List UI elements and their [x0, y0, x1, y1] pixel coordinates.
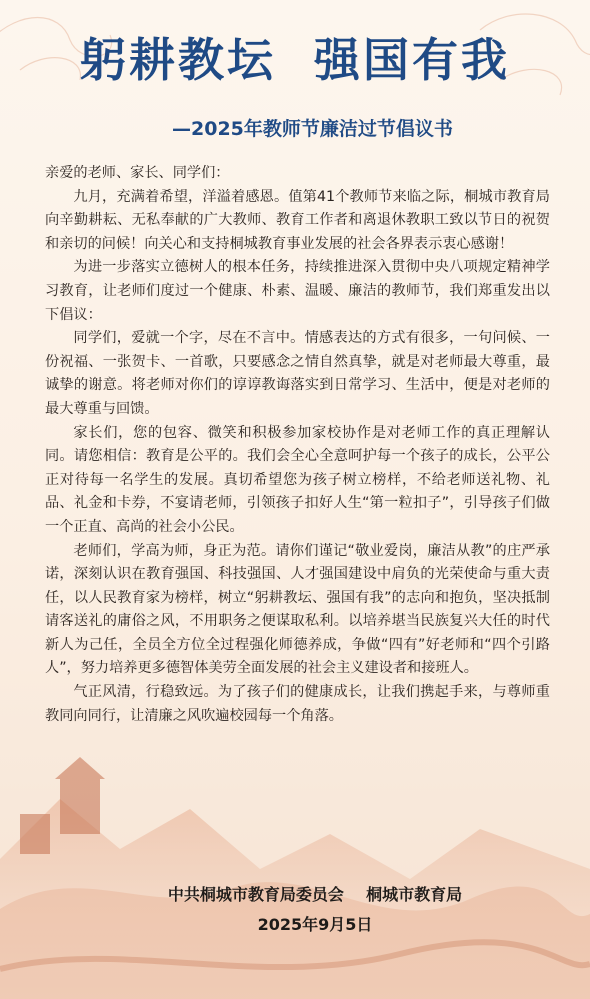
letter-body: [45, 162, 550, 728]
great-wall-illustration: [0, 739, 590, 999]
paragraph: 气正风清，行稳致远。为了孩子们的健康成长，让我们携起手来，与尊师重教同向同行，让清廉之风吹遍校园每一个角落。: [45, 684, 550, 724]
paragraph: 同学们，爱就一个字，尽在不言中。情感表达的方式有很多，一句问候、一份祝福、一张贺卡、一首歌，只要感念之情自然真挚，就是对老师最大尊重，最诚挚的谢意。将老师对你们的谆谆教诲落实到日常学习、生活中，便是对老师的最大尊重与回馈。: [45, 330, 550, 417]
signature-block: [0, 880, 590, 940]
paragraph: 家长们，您的包容、微笑和积极参加家校协作是对老师工作的真正理解认同。请您相信：教育是公平的。我们会全心全意呵护每一个孩子的成长，公平公正对待每一名学生的发展。真切希望您为孩子树立榜样，不给老师送礼物、礼品、礼金和卡券，不宴请老师，引领孩子扣好人生“第一粒扣子”，引导孩子们做一个正直、高尚的社会小公民。: [45, 424, 550, 535]
paragraph: 老师们，学高为师，身正为范。请你们谨记“敬业爱岗，廉洁从教”的庄严承诺，深刻认识在教育强国、科技强国、人才强国建设中肩负的光荣使命与重大责任，以人民教育家为榜样，树立“躬耕教坛、强国有我”的志向和抱负，坚决抵制请客送礼的庸俗之风，不用职务之便谋取私利。以培养堪当民族复兴大任的时代新人为己任，全员全方位全过程强化师德养成，争做“四有”好老师和“四个引路人”，努力培养更多德智体美劳全面发展的社会主义建设者和接班人。: [45, 542, 550, 677]
paragraph: 为进一步落实立德树人的根本任务，持续推进深入贯彻中央八项规定精神学习教育，让老师们度过一个健康、朴素、温暖、廉洁的教师节，我们郑重发出以下倡议：: [45, 259, 550, 323]
paragraph: 九月，充满着希望，洋溢着感恩。值第41个教师节来临之际，桐城市教育局向辛勤耕耘、无私奉献的广大教师、教育工作者和离退休教职工致以节日的祝贺和亲切的问候！向关心和支持桐城教育事业发展的社会各界表示衷心感谢！: [45, 188, 550, 252]
page-title: 躬耕教坛 强国有我: [79, 33, 511, 87]
greeting: 亲爱的老师、家长、同学们：: [45, 165, 230, 181]
issue-date: 2025年9月5日: [257, 915, 373, 934]
page-subtitle: —2025年教师节廉洁过节倡议书: [172, 118, 453, 140]
issuer-names: 中共桐城市教育局委员会 桐城市教育局: [167, 885, 463, 904]
